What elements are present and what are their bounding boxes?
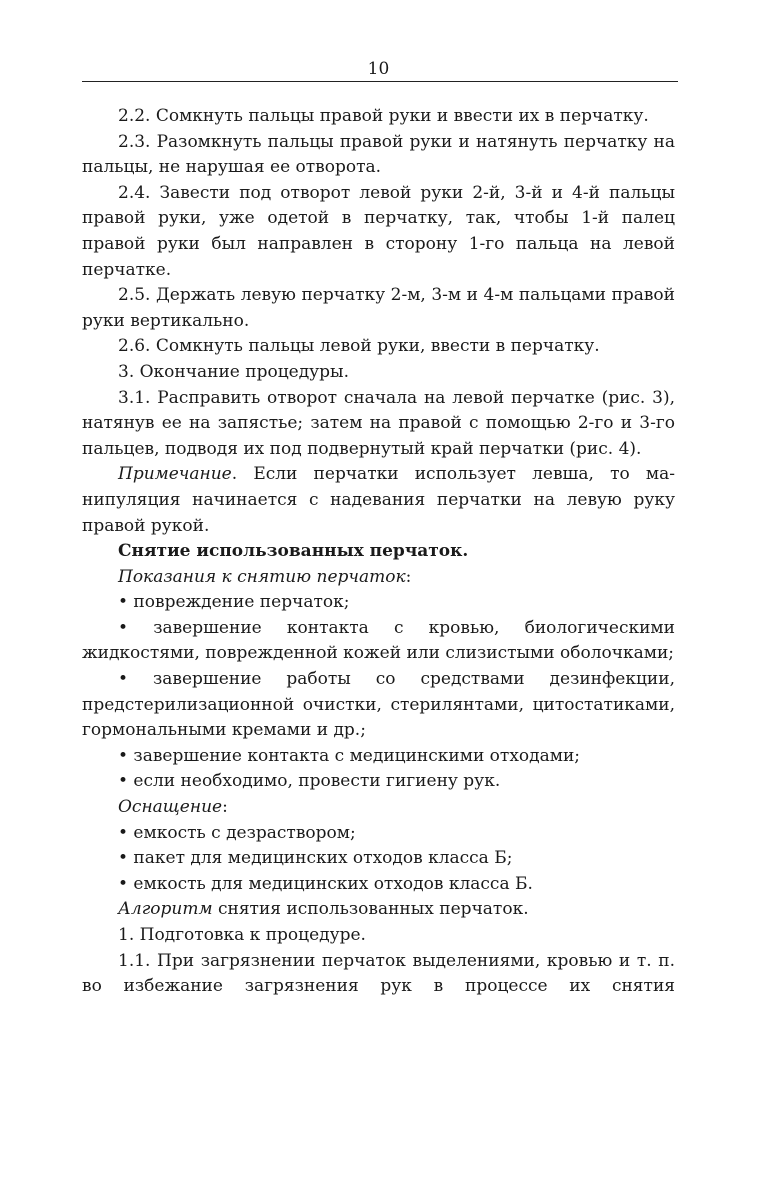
paragraph-2-4: 2.4. Завести под отворот левой руки 2-й, 3-й и 4-й пальцы правой руки, уже одетой в перчатку, так, чтобы 1-й палец правой руки был направлен в сторону 1-го пальца на левой перчатке.	[82, 182, 675, 280]
paragraph-2-3: 2.3. Разомкнуть пальцы правой руки и натянуть перчатку на пальцы, не нарушая ее отворота.	[82, 131, 675, 178]
removal-heading: Снятие использованных перчаток.	[118, 541, 469, 562]
list-item: • емкость для медицинских отходов класса Б.	[118, 873, 533, 894]
algorithm-heading	[82, 897, 675, 923]
paragraph-2-5: 2.5. Держать левую перчатку 2-м, 3-м и 4-м пальцами правой руки вертикально.	[82, 285, 675, 331]
note-label: Примечание	[118, 464, 232, 485]
indications-heading	[82, 565, 675, 591]
page-number: 10	[367, 59, 390, 79]
list-item: • завершение работы со средствами дезинфекции, предстерилизационной очистки, стерилянтами, цитостатиками, гормональными кремами и др.;	[82, 669, 675, 741]
equipment-label: Оснащение	[118, 797, 223, 818]
list-item: • повреждение перчаток;	[118, 592, 350, 613]
note-text: . Если перчатки использует левша, то манипуляция начинается с надевания перчатки на левую руку правой рукой.	[82, 464, 675, 536]
indications-label: Показания к снятию перчаток	[118, 566, 406, 587]
step-1-1: 1.1. При загрязнении перчаток выделениями, кровью и т. п. во избежание загрязнения рук в процессе их снятия	[82, 950, 675, 997]
paragraph-2-2: 2.2. Сомкнуть пальцы правой руки и ввести их в перчатку.	[118, 106, 649, 126]
algorithm-text: снятия использованных перчаток.	[212, 899, 529, 920]
list-item: • завершение контакта с кровью, биологическими жидкостями, поврежденной кожей или слизистыми оболочками;	[82, 617, 675, 664]
note-paragraph	[82, 462, 675, 539]
equipment-colon: :	[222, 797, 228, 818]
header-rule	[82, 81, 678, 82]
algorithm-label: Алгоритм	[118, 899, 213, 920]
list-item: • емкость с дезраствором;	[118, 822, 356, 843]
page-body	[82, 104, 675, 1000]
paragraph-2-6: 2.6. Сомкнуть пальцы левой руки, ввести в перчатку.	[118, 336, 600, 357]
list-item: • завершение контакта с медицинскими отходами;	[118, 745, 581, 766]
paragraph-3: 3. Окончание процедуры.	[118, 361, 349, 382]
step-1: 1. Подготовка к процедуре.	[118, 925, 366, 945]
list-item: • пакет для медицинских отходов класса Б;	[118, 848, 513, 869]
indications-colon: :	[405, 566, 412, 587]
list-item: • если необходимо, провести гигиену рук.	[118, 771, 501, 792]
equipment-heading	[82, 795, 675, 821]
paragraph-3-1: 3.1. Расправить отворот сначала на левой перчатке (рис. 3), натянув ее на запястье; затем на правой с помощью 2-го и 3-го пальцев, подводя их под подвернутый край перчатки (рис. 4).	[82, 387, 675, 459]
